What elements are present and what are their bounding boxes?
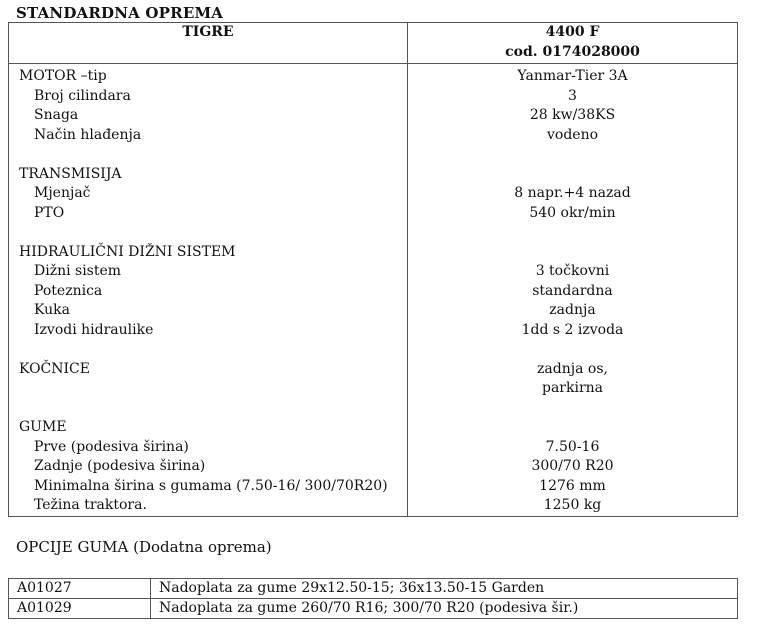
row-value: 300/70 R20 bbox=[531, 458, 614, 474]
row-value: 1dd s 2 izvoda bbox=[521, 321, 624, 338]
section-title-kocnice: KOČNICE bbox=[19, 360, 90, 377]
row-label: Snaga bbox=[34, 107, 79, 123]
row-value: 3 bbox=[568, 87, 577, 104]
row-value: 7.50-16 bbox=[545, 438, 600, 455]
standard-equipment-table bbox=[8, 22, 738, 517]
table-row bbox=[9, 579, 738, 599]
option-description: Nadoplata za gume 260/70 R16; 300/70 R20 (podesiva šir.) bbox=[151, 599, 738, 619]
row-value: zadnja os, bbox=[537, 360, 608, 377]
row-label: PTO bbox=[34, 204, 65, 221]
table-body-row bbox=[9, 64, 738, 517]
model-label-cell bbox=[9, 23, 408, 64]
row-label: Težina traktora. bbox=[34, 497, 147, 513]
row-label: Mjenjač bbox=[34, 185, 91, 201]
row-label: Zadnje (podesiva širina) bbox=[34, 458, 206, 474]
row-label: Dižni sistem bbox=[34, 263, 122, 279]
row-value: 28 kw/38KS bbox=[529, 107, 616, 123]
option-code: A01027 bbox=[9, 579, 151, 599]
page-title: STANDARDNA OPREMA bbox=[16, 4, 224, 22]
option-code: A01029 bbox=[9, 599, 151, 619]
row-value: zadnja bbox=[549, 302, 596, 318]
row-value: 540 okr/min bbox=[529, 204, 616, 221]
section-title-gume: GUME bbox=[19, 419, 67, 435]
row-label: Izvodi hidraulike bbox=[34, 321, 154, 338]
tire-options-table bbox=[8, 578, 738, 619]
section-title-motor: MOTOR –tip bbox=[19, 68, 107, 84]
row-label: Minimalna širina s gumama (7.50-16/ 300/70R20) bbox=[34, 477, 388, 494]
row-value: 8 napr.+4 nazad bbox=[514, 185, 631, 201]
row-label: Način hlađenja bbox=[34, 126, 142, 143]
row-label: Poteznica bbox=[34, 282, 103, 299]
section-title-hidraulika: HIDRAULIČNI DIŽNI SISTEM bbox=[19, 243, 236, 260]
row-value: 1250 kg bbox=[543, 497, 602, 513]
row-value: 3 točkovni bbox=[535, 263, 610, 279]
table-row bbox=[9, 599, 738, 619]
row-value: Yanmar-Tier 3A bbox=[517, 68, 628, 84]
values-column bbox=[408, 64, 738, 517]
section-title-transmisija: TRANSMISIJA bbox=[19, 165, 122, 182]
model-name: 4400 F bbox=[545, 24, 600, 40]
model-code: cod. 0174028000 bbox=[505, 43, 640, 60]
row-value: vodeno bbox=[546, 126, 599, 143]
row-value: standardna bbox=[532, 282, 613, 299]
options-title: OPCIJE GUMA (Dodatna oprema) bbox=[16, 538, 272, 556]
option-description: Nadoplata za gume 29x12.50-15; 36x13.50-15 Garden bbox=[151, 579, 738, 599]
row-value: 1276 mm bbox=[539, 477, 606, 494]
table-header-row bbox=[9, 23, 738, 64]
model-cell bbox=[408, 23, 738, 64]
row-label: Prve (podesiva širina) bbox=[34, 438, 189, 455]
row-value: parkirna bbox=[541, 380, 604, 396]
row-label: Kuka bbox=[34, 302, 70, 318]
model-label: TIGRE bbox=[182, 24, 234, 40]
labels-column bbox=[9, 64, 408, 517]
row-label: Broj cilindara bbox=[34, 87, 131, 104]
